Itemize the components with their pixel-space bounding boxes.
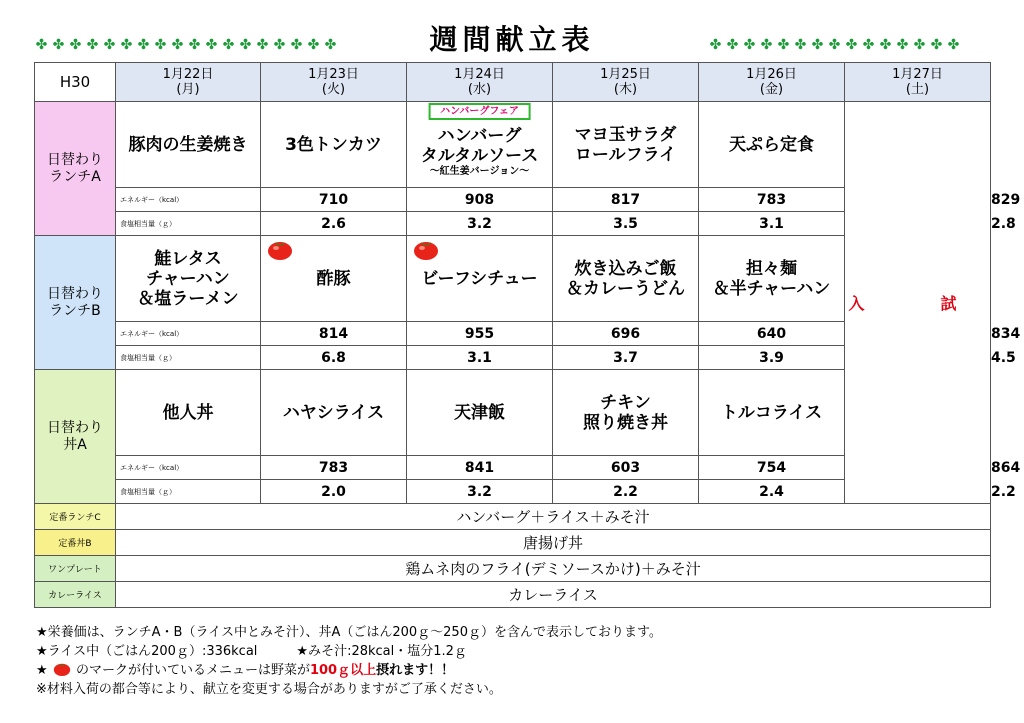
don-a-salt-mon: 2.0 (261, 480, 407, 504)
lunch-a-dish-thu: マヨ玉サラダ ロールフライ (553, 102, 699, 188)
lunch-b-salt-row: 食塩相当量（ｇ） 6.8 3.1 3.7 3.9 4.5 (35, 346, 991, 370)
fixed-text-lunch-c: ハンバーグ＋ライス＋みそ汁 (116, 504, 991, 530)
salt-label: 食塩相当量（ｇ） (116, 480, 261, 504)
don-a-salt-tue: 3.2 (407, 480, 553, 504)
fixed-text-don-b: 唐揚げ丼 (116, 530, 991, 556)
energy-label: エネルギー（kcal） (116, 456, 261, 480)
clover-decoration-right: ✤ ✤ ✤ ✤ ✤ ✤ ✤ ✤ ✤ ✤ ✤ ✤ ✤ ✤ ✤ (709, 37, 960, 53)
tomato-icon (413, 238, 439, 260)
lunch-a-salt-wed: 3.5 (553, 212, 699, 236)
energy-label: エネルギー（kcal） (116, 322, 261, 346)
menu-table (34, 62, 1021, 608)
clover-decoration-left: ✤ ✤ ✤ ✤ ✤ ✤ ✤ ✤ ✤ ✤ ✤ ✤ ✤ ✤ ✤ ✤ ✤ ✤ (35, 37, 337, 53)
salt-label: 食塩相当量（ｇ） (116, 346, 261, 370)
lunch-a-dish-mon: 豚肉の生姜焼き (116, 102, 261, 188)
lunch-a-dish-wed: ハンバーグフェア ハンバーグ タルタルソース 〜紅生姜バージョン〜 (407, 102, 553, 188)
don-a-salt-row: 食塩相当量（ｇ） 2.0 3.2 2.2 2.4 2.2 (35, 480, 991, 504)
lunch-b-label: 日替わり ランチB (35, 236, 116, 370)
don-a-label: 日替わり 丼A (35, 370, 116, 504)
note-rice-miso: ★ライス中（ごはん200ｇ）:336kcal ★みそ汁:28kcal・塩分1.2ｇ (36, 644, 467, 659)
fixed-text-one-plate: 鶏ムネ肉のフライ(デミソースかけ)＋みそ汁 (116, 556, 991, 582)
lunch-a-salt-row: 食塩相当量（ｇ） 2.6 3.2 3.5 3.1 2.8 (35, 212, 991, 236)
year-label: H30 (35, 63, 116, 102)
fixed-label-one-plate: ワンプレート (35, 556, 116, 582)
fixed-label-don-b: 定番丼B (35, 530, 116, 556)
fixed-row-lunch-c (35, 504, 991, 530)
lunch-a-salt-thu: 3.1 (699, 212, 845, 236)
day-header-thu: 1月25日 (木) (553, 63, 699, 102)
page-title: 週間献立表 (429, 23, 595, 56)
don-a-energy-mon: 783 (261, 456, 407, 480)
lunch-b-salt-mon: 6.8 (261, 346, 407, 370)
tomato-icon (267, 238, 293, 260)
lunch-b-salt-wed: 3.7 (553, 346, 699, 370)
fixed-row-one-plate (35, 556, 991, 582)
lunch-b-salt-tue: 3.1 (407, 346, 553, 370)
don-a-dish-fri: トルコライス (699, 370, 845, 456)
lunch-b-dish-mon: 鮭レタス チャーハン ＆塩ラーメン (116, 236, 261, 322)
note-disclaimer: ※材料入荷の都合等により、献立を変更する場合がありますがご了承ください。 (36, 682, 502, 697)
day-header-wed: 1月24日 (水) (407, 63, 553, 102)
day-header-tue: 1月23日 (火) (261, 63, 407, 102)
day-header-sat: 1月27日 (土) (845, 63, 991, 102)
don-a-energy-wed: 603 (553, 456, 699, 480)
lunch-a-row (35, 102, 991, 188)
fixed-label-curry: カレーライス (35, 582, 116, 608)
don-a-energy-thu: 754 (699, 456, 845, 480)
fixed-label-lunch-c: 定番ランチC (35, 504, 116, 530)
hamburg-fair-badge: ハンバーグフェア (428, 103, 531, 120)
footnotes (36, 623, 662, 699)
note-nutrition: ★栄養価は、ランチA・B（ライス中とみそ汁）、丼A（ごはん200ｇ〜250ｇ）を含んで表示しております。 (36, 625, 662, 640)
lunch-a-salt-mon: 2.6 (261, 212, 407, 236)
lunch-b-energy-thu: 640 (699, 322, 845, 346)
lunch-a-energy-tue: 908 (407, 188, 553, 212)
benishoga-version-note: 〜紅生姜バージョン〜 (429, 165, 530, 177)
tomato-icon (52, 661, 72, 676)
note-tomato-mark: ★ のマークが付いているメニューは野菜が100ｇ以上摂れます！！ (36, 663, 455, 678)
lunch-b-dish-wed: ビーフシチュー (407, 236, 553, 322)
lunch-a-energy-thu: 783 (699, 188, 845, 212)
lunch-b-dish-thu: 炊き込みご飯 ＆カレーうどん (553, 236, 699, 322)
lunch-b-dish-fri: 担々麺 ＆半チャーハン (699, 236, 845, 322)
day-header-fri: 1月26日 (金) (699, 63, 845, 102)
day-header-mon: 1月22日 (月) (116, 63, 261, 102)
header-row (35, 63, 991, 102)
lunch-b-dish-tue: 酢豚 (261, 236, 407, 322)
don-a-dish-mon: 他人丼 (116, 370, 261, 456)
don-a-energy-row: エネルギー（kcal） 783 841 603 754 864 (35, 456, 991, 480)
don-a-dish-wed: 天津飯 (407, 370, 553, 456)
saturday-exam-note: 入 試 (845, 102, 991, 504)
lunch-b-energy-tue: 955 (407, 322, 553, 346)
fixed-row-don-b (35, 530, 991, 556)
energy-label: エネルギー（kcal） (116, 188, 261, 212)
salt-label: 食塩相当量（ｇ） (116, 212, 261, 236)
lunch-a-energy-mon: 710 (261, 188, 407, 212)
lunch-b-energy-mon: 814 (261, 322, 407, 346)
lunch-a-energy-row: エネルギー（kcal） 710 908 817 783 829 (35, 188, 991, 212)
lunch-b-energy-wed: 696 (553, 322, 699, 346)
don-a-dish-thu: チキン 照り焼き丼 (553, 370, 699, 456)
don-a-salt-wed: 2.2 (553, 480, 699, 504)
lunch-a-energy-wed: 817 (553, 188, 699, 212)
fixed-text-curry: カレーライス (116, 582, 991, 608)
lunch-a-dish-fri: 天ぷら定食 (699, 102, 845, 188)
don-a-dish-tue: ハヤシライス (261, 370, 407, 456)
fixed-row-curry (35, 582, 991, 608)
don-a-energy-tue: 841 (407, 456, 553, 480)
lunch-b-salt-thu: 3.9 (699, 346, 845, 370)
lunch-b-energy-row: エネルギー（kcal） 814 955 696 640 834 (35, 322, 991, 346)
lunch-a-salt-tue: 3.2 (407, 212, 553, 236)
lunch-a-label: 日替わり ランチA (35, 102, 116, 236)
lunch-a-dish-tue: 3色トンカツ (261, 102, 407, 188)
don-a-salt-thu: 2.4 (699, 480, 845, 504)
